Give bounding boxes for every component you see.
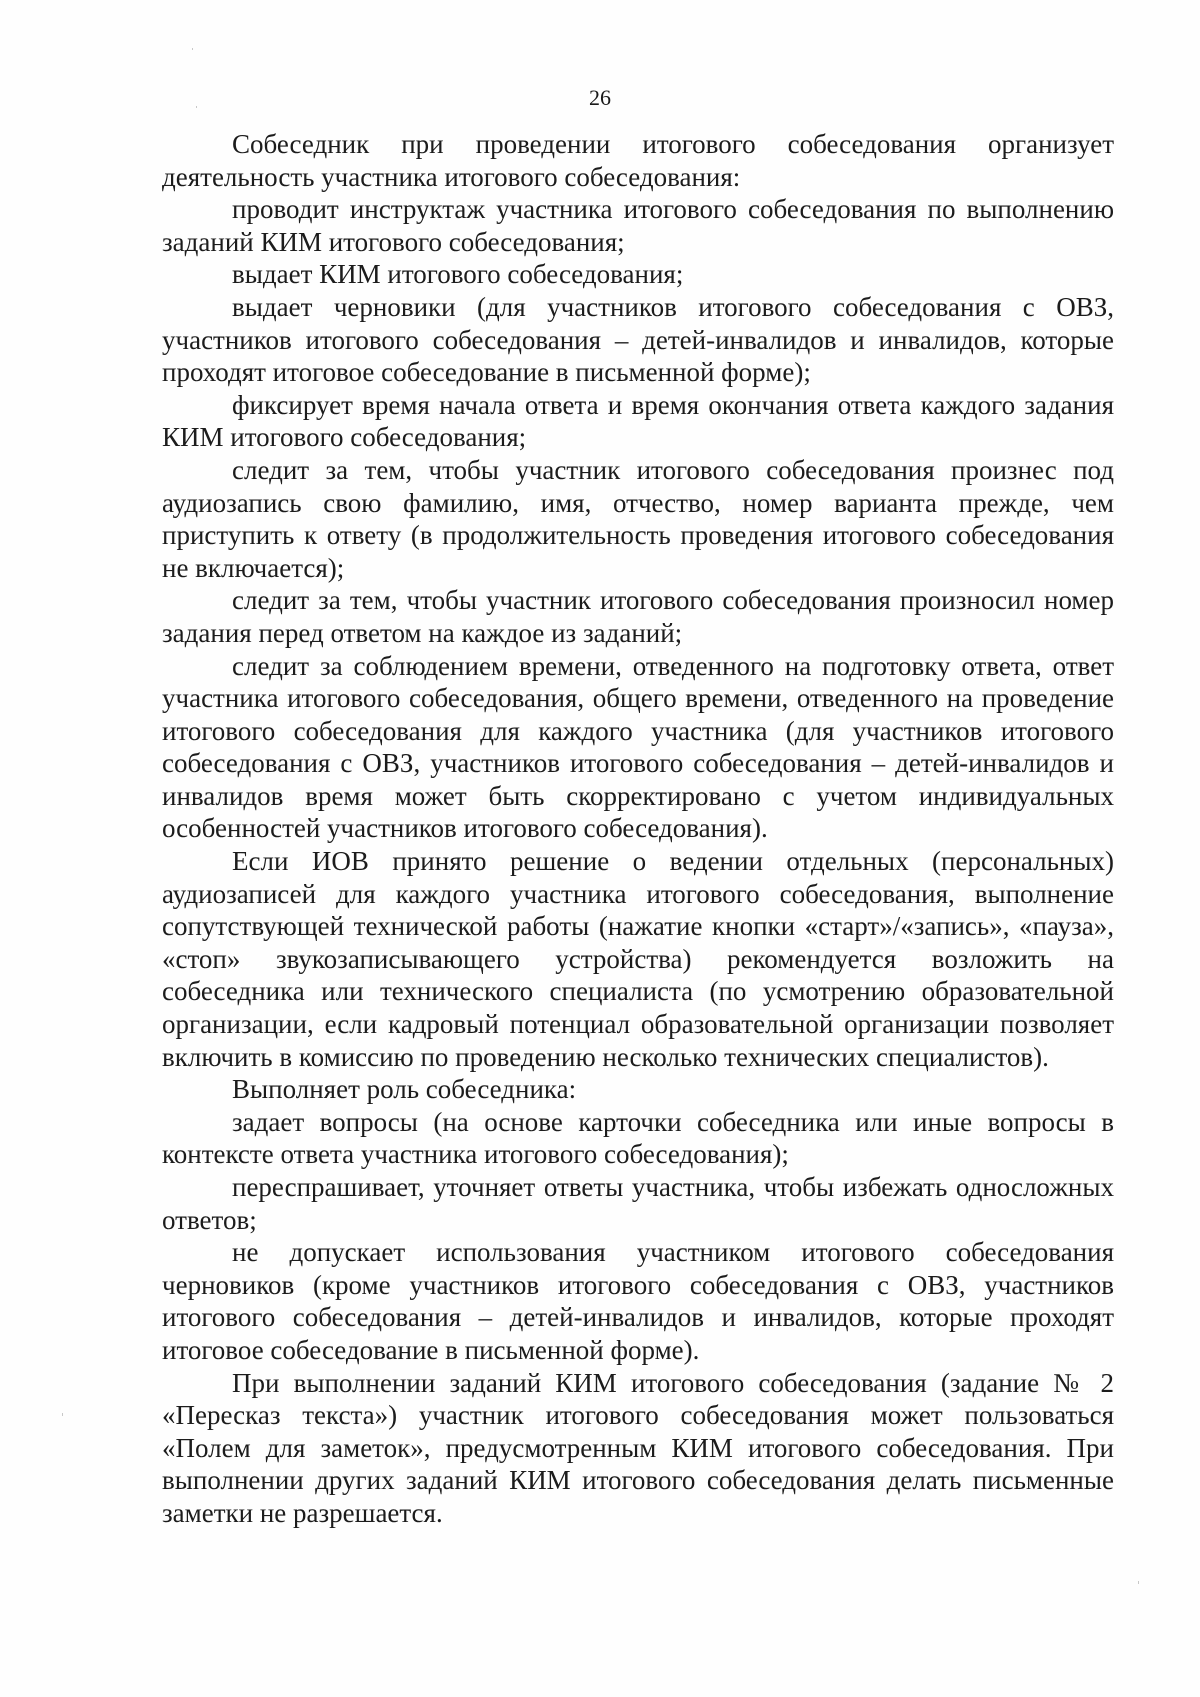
paragraph: Собеседник при проведении итогового собеседования организует деятельность участника итогового собеседования:	[162, 129, 1114, 192]
paragraph: При выполнении заданий КИМ итогового собеседования (задание № 2 «Пересказ текста») участник итогового собеседования может пользоваться «Полем для заметок», предусмотренным КИМ итогового собеседования. При выполнении других заданий КИМ итогового собеседования делать письменные заметки не разрешается.	[162, 1367, 1114, 1528]
paragraph: переспрашивает, уточняет ответы участника, чтобы избежать односложных ответов;	[162, 1172, 1114, 1235]
paragraph: следит за тем, чтобы участник итогового собеседования произнес под аудиозапись свою фамилию, имя, отчество, номер варианта прежде, чем приступить к ответу (в продолжительность проведения итогового собеседования не включается);	[162, 454, 1114, 583]
paragraph: следит за тем, чтобы участник итогового собеседования произносил номер задания перед ответом на каждое из заданий;	[162, 585, 1114, 648]
paragraph: фиксирует время начала ответа и время окончания ответа каждого задания КИМ итогового собеседования;	[162, 389, 1114, 453]
paragraph: задает вопросы (на основе карточки собеседника или иные вопросы в контексте ответа участника итогового собеседования);	[162, 1106, 1114, 1170]
paragraph: проводит инструктаж участника итогового собеседования по выполнению заданий КИМ итогового собеседования;	[162, 194, 1114, 257]
paragraph: Если ИОВ принято решение о ведении отдельных (персональных) аудиозаписей для каждого участника итогового собеседования, выполнение сопутствующей технической работы (нажатие кнопки «старт»/«запись», «пауза», «стоп» звукозаписывающего устройства) рекомендуется возложить на собеседника или технического специалиста (по усмотрению образовательной организации, если кадровый потенциал образовательной организации позволяет включить в комиссию по проведению несколько технических специалистов).	[162, 846, 1114, 1072]
scan-artifact	[62, 1413, 63, 1416]
page-number: 26	[589, 85, 611, 110]
scan-artifact	[192, 48, 193, 50]
paragraph: Выполняет роль собеседника:	[232, 1074, 577, 1105]
scan-artifact	[1138, 1581, 1139, 1584]
paragraph: следит за соблюдением времени, отведенного на подготовку ответа, ответ участника итогового собеседования, общего времени, отведенного на проведение итогового собеседования для каждого участника (для участников итогового собеседования с ОВЗ, участников итогового собеседования – детей-инвалидов и инвалидов время может быть скорректировано с учетом индивидуальных особенностей участников итогового собеседования).	[162, 650, 1114, 844]
paragraph: выдает черновики (для участников итогового собеседования с ОВЗ, участников итогового собеседования – детей-инвалидов и инвалидов, которые проходят итоговое собеседование в письменной форме);	[162, 291, 1114, 388]
paragraph: не допускает использования участником итогового собеседования черновиков (кроме участников итогового собеседования с ОВЗ, участников итогового собеседования – детей-инвалидов и инвалидов, которые проходят итоговое собеседование в письменной форме).	[162, 1237, 1114, 1365]
document-body	[162, 128, 1114, 1530]
paragraph: выдает КИМ итогового собеседования;	[232, 259, 684, 290]
